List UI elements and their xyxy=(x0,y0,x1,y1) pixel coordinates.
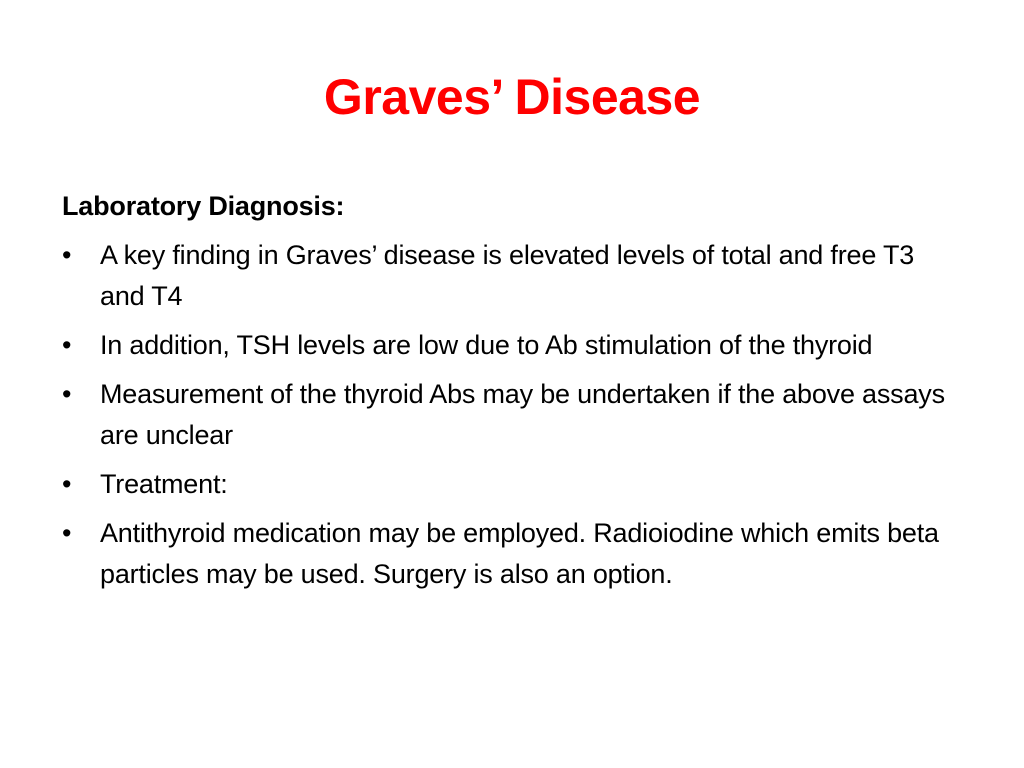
bullet-icon: • xyxy=(62,469,72,499)
slide-content xyxy=(62,186,962,603)
bullet-icon: • xyxy=(62,379,72,409)
bullet-list xyxy=(62,235,962,595)
slide-title: Graves’ Disease xyxy=(323,69,701,125)
bullet-text: Treatment: xyxy=(100,469,228,499)
bullet-icon: • xyxy=(62,330,72,360)
bullet-item xyxy=(62,235,962,317)
bullet-item xyxy=(62,464,962,505)
section-heading: Laboratory Diagnosis: xyxy=(62,191,345,221)
bullet-text: In addition, TSH levels are low due to Ab stimulation of the thyroid xyxy=(100,330,873,360)
bullet-icon: • xyxy=(62,518,72,548)
bullet-icon: • xyxy=(62,240,72,270)
bullet-item xyxy=(62,325,962,366)
bullet-item xyxy=(62,513,962,595)
bullet-text: Antithyroid medication may be employed. Radioiodine which emits beta particles may be used. Surgery is also an option. xyxy=(100,518,939,589)
bullet-text: A key finding in Graves’ disease is elevated levels of total and free T3 and T4 xyxy=(100,240,915,311)
bullet-text: Measurement of the thyroid Abs may be undertaken if the above assays are unclear xyxy=(100,379,945,450)
bullet-item xyxy=(62,374,962,456)
